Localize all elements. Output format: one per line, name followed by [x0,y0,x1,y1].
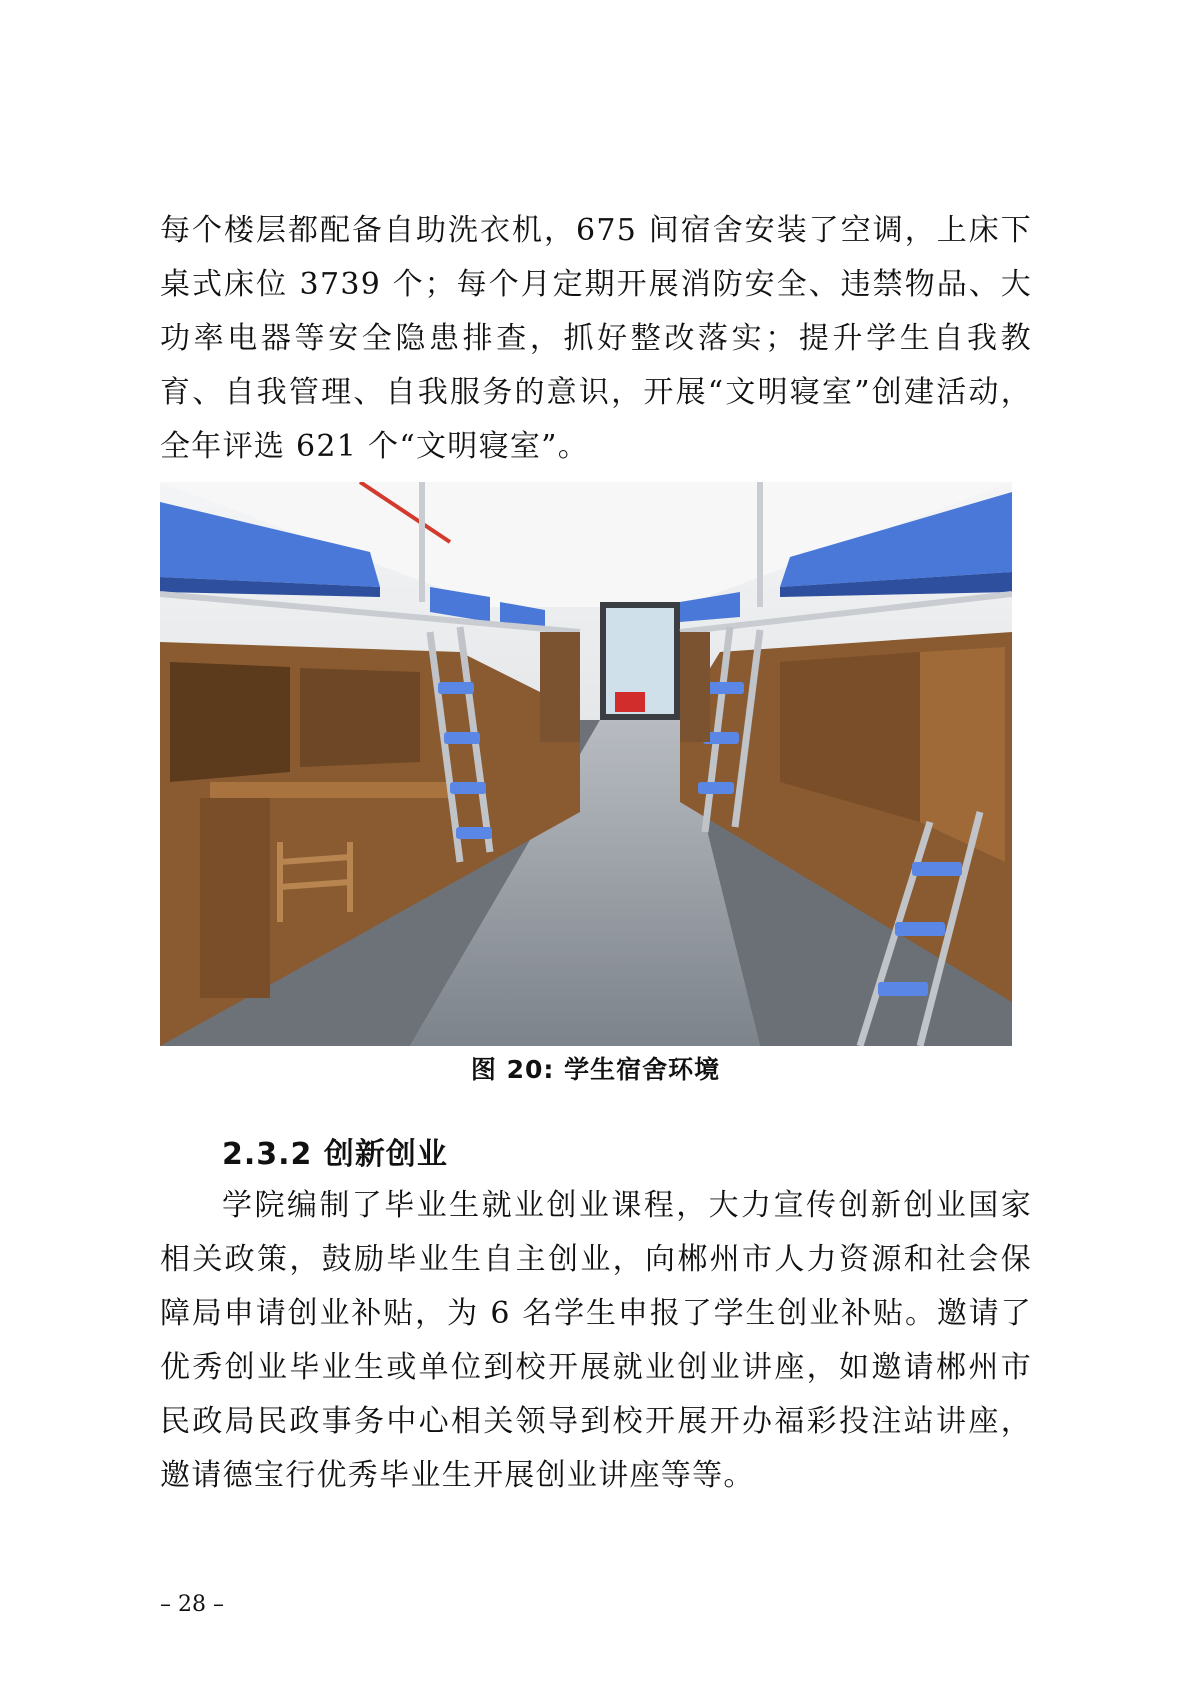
figure-caption: 图 20: 学生宿舍环境 [470,1055,721,1084]
paragraph-entrepreneurship: 学院编制了毕业生就业创业课程，大力宣传创新创业国家相关政策，鼓励毕业生自主创业，向郴州市人力资源和社会保障局申请创业补贴，为 6 名学生申报了学生创业补贴。邀请了优秀创业毕业生或单位到校开展就业创业讲座，如邀请郴州市民政局民政事务中心相关领导到校开展开办福彩投注站讲座，邀请德宝行优秀毕业生开展创业讲座等等。 [160,1188,1032,1493]
page-number: – 28 – [160,1592,224,1617]
paragraph-dormitory: 每个楼层都配备自助洗衣机，675 间宿舍安装了空调，上床下桌式床位 3739 个；每个月定期开展消防安全、违禁物品、大功率电器等安全隐患排查，抓好整改落实；提升学生自我教育、自我管理、自我服务的意识，开展“文明寝室”创建活动，全年评选 621 个“文明寝室”。 [160,213,1032,464]
dormitory-photo [160,482,1012,1046]
section-heading: 2.3.2 创新创业 [222,1137,448,1172]
